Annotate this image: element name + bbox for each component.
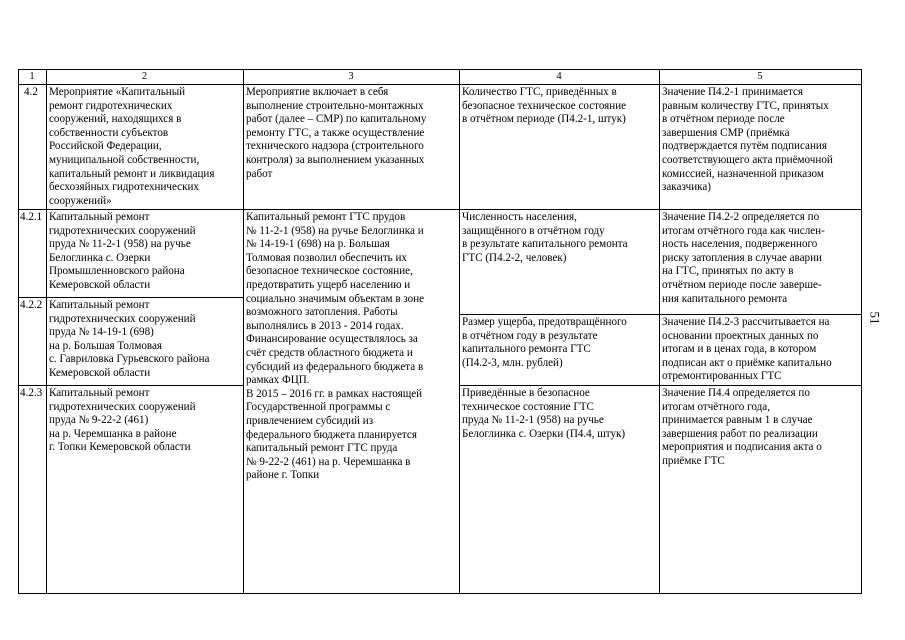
header-divider — [18, 84, 862, 85]
measure-title: Капитальный ремонт гидротехнических сооружений пруда № 9-22-2 (461) на р. Черемшанка в районе г. Топки Кемеровской области — [49, 387, 196, 454]
measure-description: Мероприятие включает в себя выполнение строительно-монтажных работ (далее – СМР) по капитальному ремонту ГТС, а также осуществление технического надзора (строительного контроля) за выполнением указанных работ — [246, 86, 427, 180]
indicator-method: Значение П4.2-1 принимается равным количеству ГТС, принятых в отчётном периоде после завершения СМР (приёмка подтверждается путём подписания соответствующего акта приёмочной комиссией, назначенной приказом заказчика) — [662, 86, 833, 194]
indicator-name: Количество ГТС, приведённых в безопасное техническое состояние в отчётном периоде (П4.2-1, штук) — [462, 86, 627, 126]
measure-title: Мероприятие «Капитальный ремонт гидротехнических сооружений, находящихся в собственности субъектов Российской Федерации, муниципальной собственности, капитальный ремонт и ликвидация бесхозяйных гидротехнических сооружений» — [49, 86, 215, 207]
row-divider — [18, 385, 244, 386]
table-border-left — [18, 69, 19, 594]
row-number: 4.2.2 — [20, 299, 43, 311]
row-number: 4.2.1 — [20, 211, 43, 223]
column-header: 2 — [141, 71, 148, 82]
row-divider — [18, 209, 862, 210]
indicator-method: Значение П4.2-2 определяется по итогам отчётного года как числен- ность населения, подверженного риску затопления в случае аварии на ГТС, принятых по акту в отчётном периоде после заверше- ния капитального ремонта — [662, 211, 825, 305]
table-col-divider — [659, 69, 660, 594]
row-number: 4.2 — [24, 86, 38, 98]
row-number: 4.2.3 — [20, 387, 43, 399]
table-col-divider — [243, 69, 244, 594]
table-col-divider — [459, 69, 460, 594]
column-header: 4 — [556, 71, 562, 82]
row-divider — [460, 385, 862, 386]
repair-description: Капитальный ремонт ГТС прудов № 11-2-1 (958) на ручье Белоглинка и № 14-19-1 (698) на р. Большая Толмовая позволил обеспечить их безопасное техническое состояние, предотвратить ущерб населению и социально значимым объектам в зоне возможного затопления. Работы выполнялись в 2013 - 2014 годах. Финансирование осуществлялось за счёт средств областного бюджета и субсидий из федерального бюджета в рамках ФЦП. В 2015 – 2016 гг. в рамках настоящей Государственной программы с привлечением субсидий из федерального бюджета планируется капитальный ремонт ГТС пруда № 9-22-2 (461) на р. Черемшанка в районе г. Топки — [246, 211, 425, 482]
column-header: 3 — [348, 71, 354, 82]
indicator-name: Приведённые в безопасное техническое состояние ГТС пруда № 11-2-1 (958) на ручье Белоглинка с. Озерки (П4.4, штук) — [462, 387, 626, 440]
row-divider — [460, 314, 862, 315]
table-col-divider — [46, 69, 47, 594]
table-border-bottom — [18, 593, 862, 594]
measure-title: Капитальный ремонт гидротехнических сооружений пруда № 14-19-1 (698) на р. Большая Толмовая с. Гавриловка Гурьевского района Кемеровской области — [49, 299, 210, 379]
measure-title: Капитальный ремонт гидротехнических сооружений пруда № 11-2-1 (958) на ручье Белоглинка с. Озерки Промышленновского района Кемеровской области — [49, 211, 196, 291]
column-header: 5 — [757, 71, 763, 82]
indicator-name: Численность населения, защищённого в отчётном году в результате капитального ремонта ГТС (П4.2-2, человек) — [462, 211, 628, 264]
page-number: 51 — [867, 311, 883, 325]
indicator-method: Значение П4.2-3 рассчитывается на основании проектных данных по итогам и в ценах года, в котором подписан акт о приёмке капитально отремонтированных ГТС — [662, 316, 832, 383]
indicator-method: Значение П4.4 определяется по итогам отчётного года, принимается равным 1 в случае завершения работ по реализации мероприятия и подписания акта о приёмке ГТС — [662, 387, 822, 467]
row-divider — [18, 297, 244, 298]
table-border-top — [18, 69, 862, 70]
table-border-right — [861, 69, 862, 594]
indicator-name: Размер ущерба, предотвращённого в отчётном году в результате капитального ремонта ГТС (П4.2-3, млн. рублей) — [462, 316, 627, 369]
column-header: 1 — [29, 71, 35, 82]
